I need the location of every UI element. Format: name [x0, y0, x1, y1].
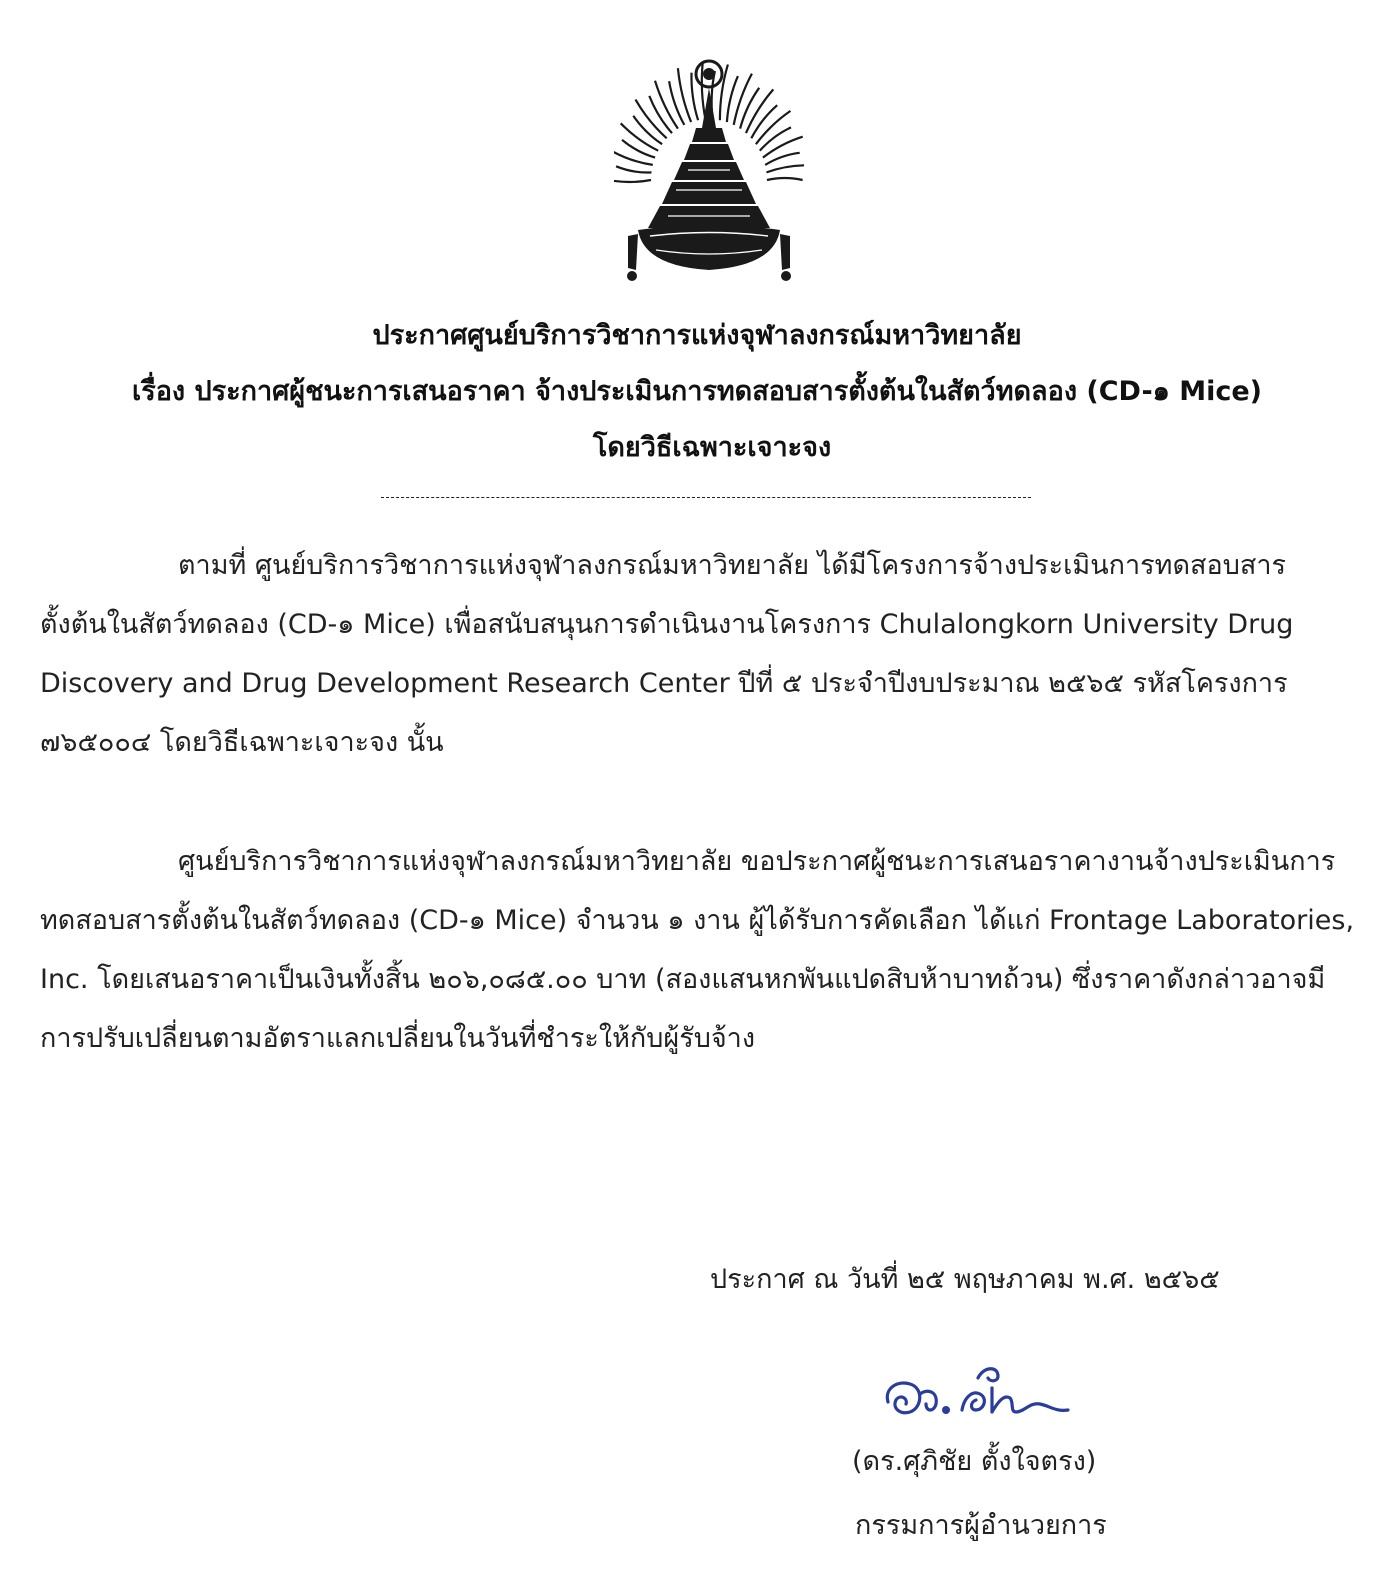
handwritten-signature	[880, 1358, 1080, 1426]
body-paragraph-2	[40, 832, 1355, 1068]
paragraph-line: ศูนย์บริการวิชาการแห่งจุฬาลงกรณ์มหาวิทยาลัย ขอประกาศผู้ชนะการเสนอราคางานจ้างประเมินการ	[178, 846, 1336, 877]
announcement-heading: ประกาศศูนย์บริการวิชาการแห่งจุฬาลงกรณ์มหาวิทยาลัย	[372, 320, 1022, 351]
emblem-ray	[616, 166, 651, 172]
paragraph-line: ตั้งต้นในสัตว์ทดลอง (CD-๑ Mice) เพื่อสนับสนุนการดำเนินงานโครงการ Chulalongkorn University Drug	[40, 609, 1294, 640]
signatory-name: (ดร.ศุภิชัย ตั้งใจตรง)	[852, 1446, 1097, 1477]
paragraph-line: Discovery and Drug Development Research Center ปีที่ ๕ ประจำปีงบประมาณ ๒๕๖๕ รหัสโครงการ	[40, 668, 1288, 699]
paragraph-line: ๗๖๕๐๐๔ โดยวิธีเฉพาะเจาะจง นั้น	[40, 727, 444, 758]
dashed-separator	[381, 497, 1031, 498]
announcement-method: โดยวิธีเฉพาะเจาะจง	[592, 432, 832, 463]
emblem-ray	[760, 127, 791, 150]
paragraph-line: ตามที่ ศูนย์บริการวิชาการแห่งจุฬาลงกรณ์มหาวิทยาลัย ได้มีโครงการจ้างประเมินการทดสอบสาร	[178, 550, 1286, 581]
university-emblem-logo	[614, 30, 804, 292]
emblem-ray	[767, 165, 805, 172]
emblem-ray	[767, 178, 803, 180]
emblem-ray	[614, 180, 651, 182]
announcement-subject: เรื่อง ประกาศผู้ชนะการเสนอราคา จ้างประเมินการทดสอบสารตั้งต้นในสัตว์ทดลอง (CD-๑ Mice)	[131, 376, 1262, 407]
paragraph-line: ทดสอบสารตั้งต้นในสัตว์ทดลอง (CD-๑ Mice) จำนวน ๑ งาน ผู้ได้รับการคัดเลือก ได้แก่ Frontage Laboratories,	[40, 905, 1355, 936]
paragraph-line: การปรับเปลี่ยนตามอัตราแลกเปลี่ยนในวันที่ชำระให้กับผู้รับจ้าง	[40, 1023, 756, 1054]
emblem-ray	[763, 137, 803, 158]
paragraph-line: Inc. โดยเสนอราคาเป็นเงินทั้งสิ้น ๒๐๖,๐๘๕.๐๐ บาท (สองแสนหกพันแปดสิบห้าบาทถ้วน) ซึ่งราคาดังกล่าวอาจมี	[40, 964, 1326, 995]
emblem-ray	[614, 151, 653, 165]
body-paragraph-1	[40, 536, 1340, 772]
emblem-ray	[622, 140, 655, 158]
announcement-title-block	[0, 308, 1394, 476]
signatory-position: กรรมการผู้อำนวยการ	[855, 1510, 1107, 1541]
announcement-date: ประกาศ ณ วันที่ ๒๕ พฤษภาคม พ.ศ. ๒๕๖๕	[710, 1264, 1220, 1295]
emblem-ray	[765, 153, 800, 165]
